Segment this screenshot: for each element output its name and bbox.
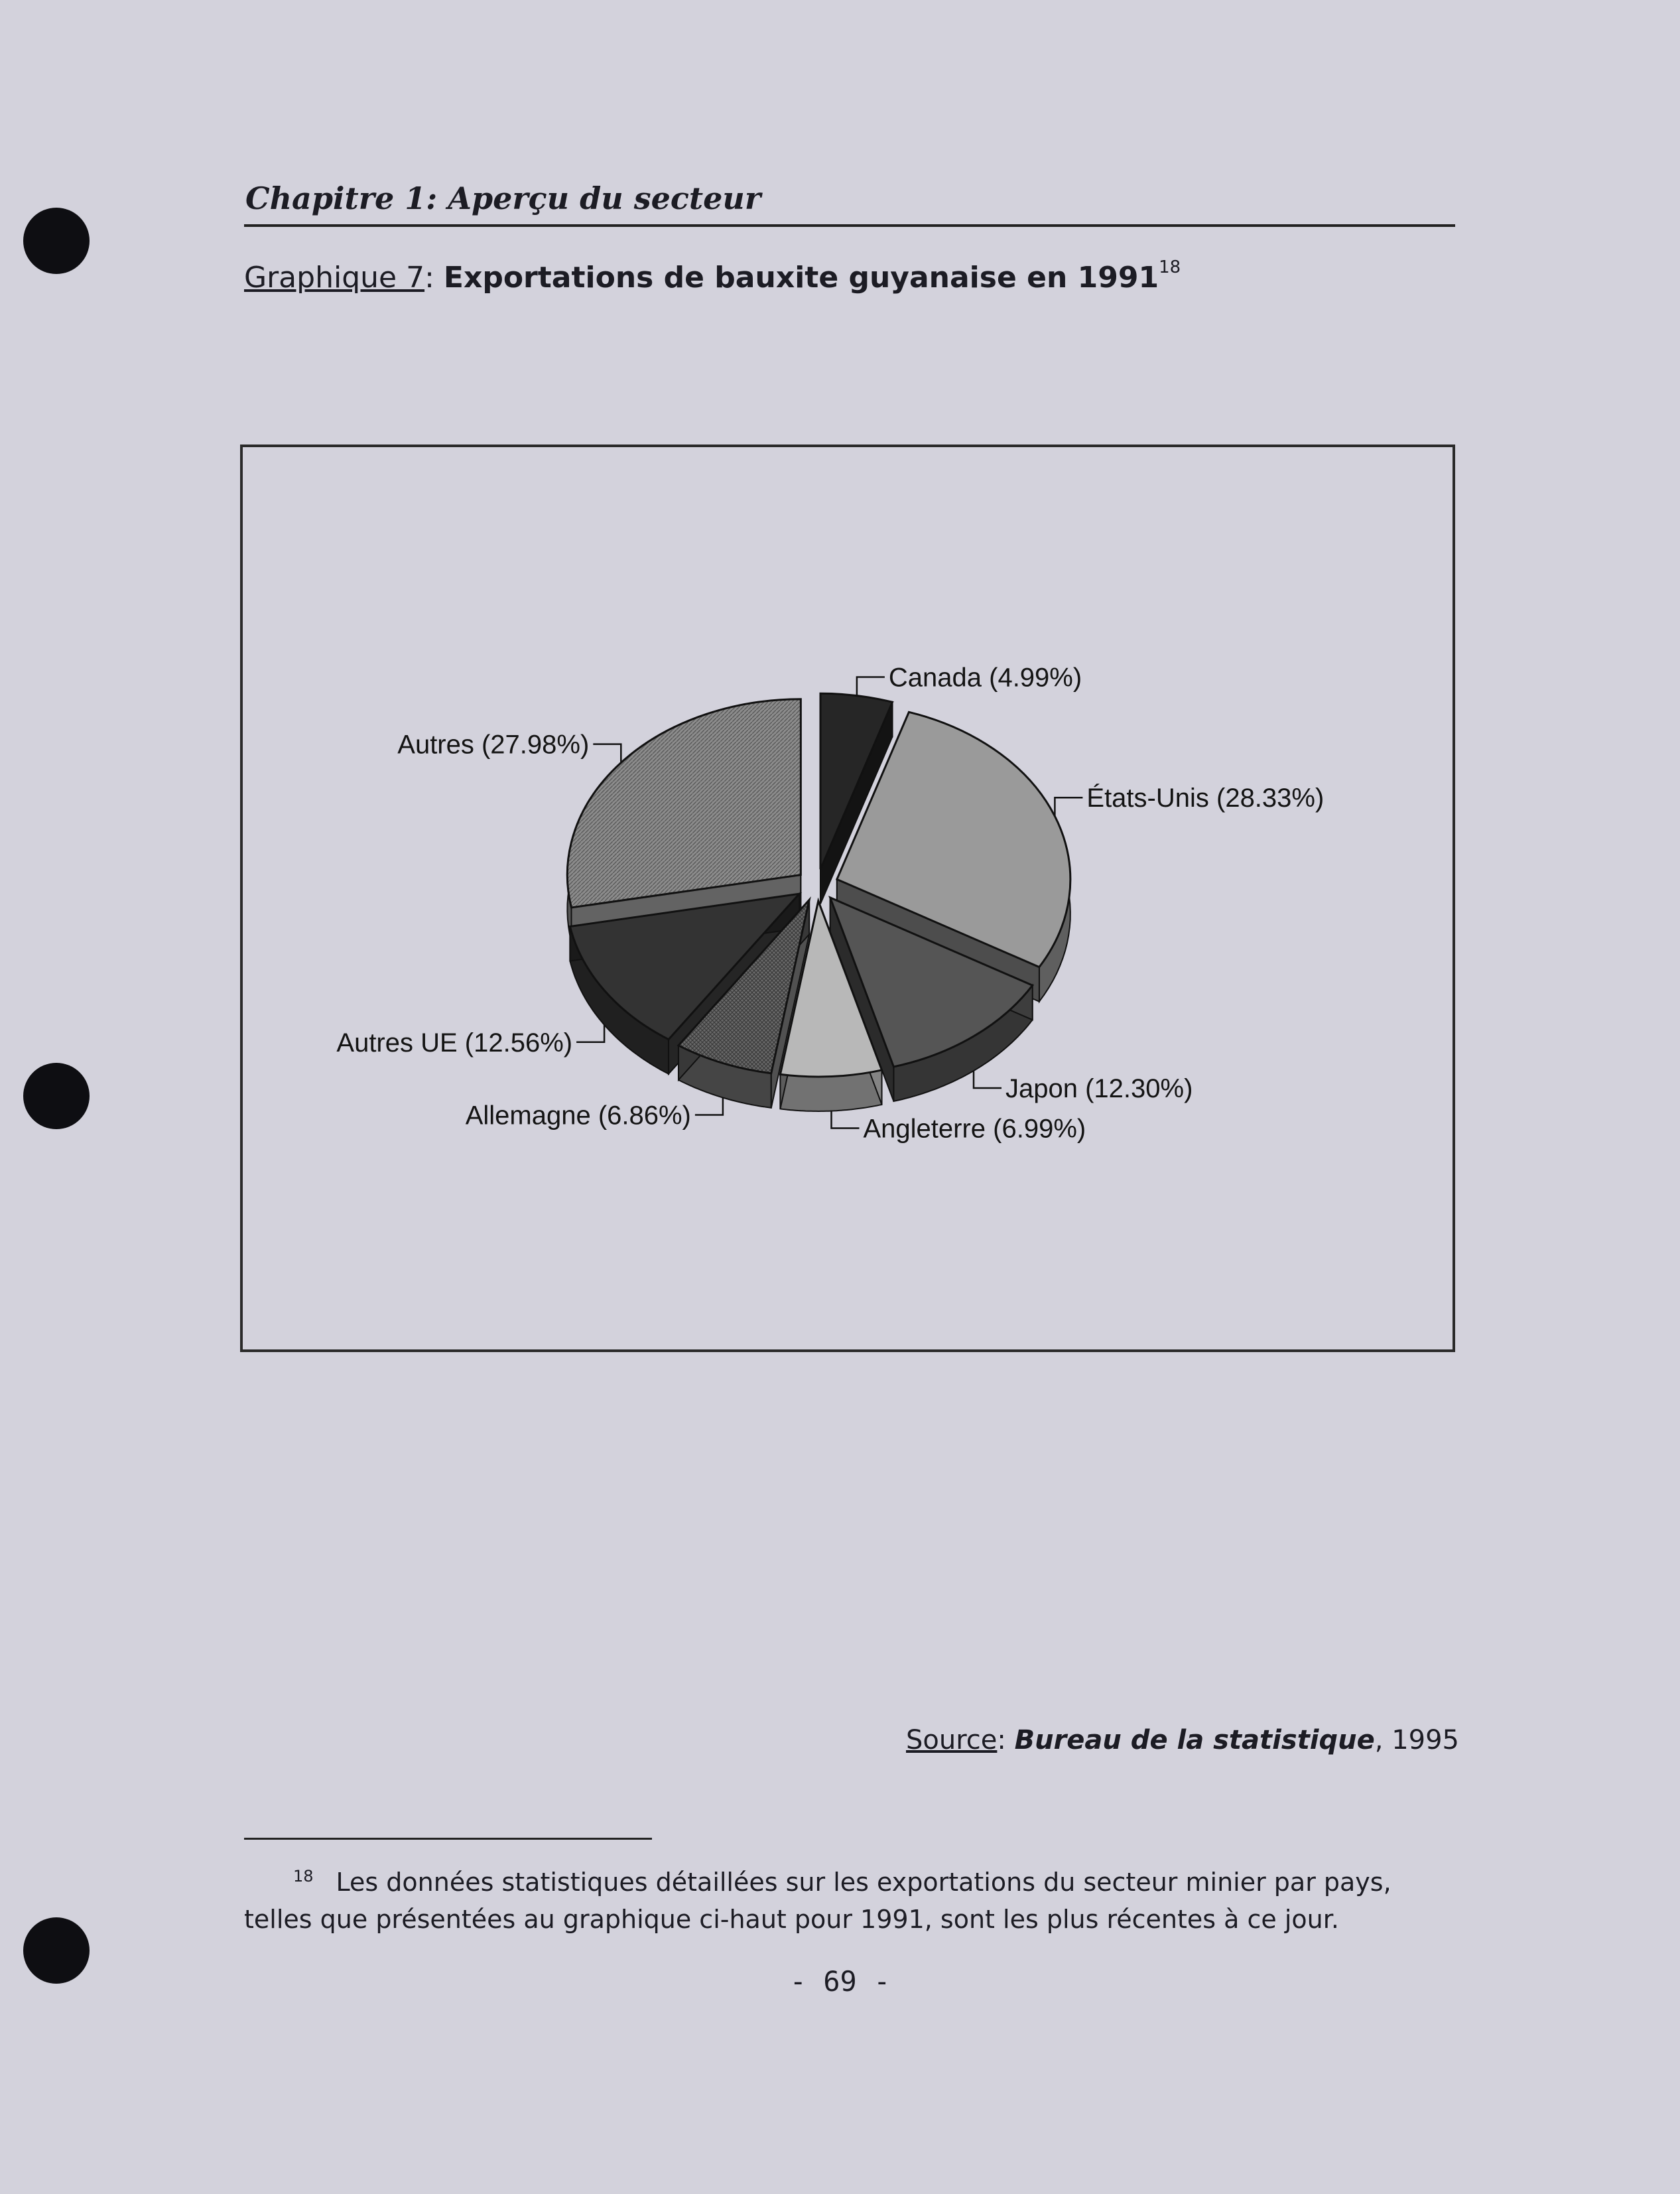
source-citation <box>906 1725 1459 1755</box>
data-label-etats-unis: États-Unis (28.33%) <box>1086 784 1325 813</box>
data-label-autres: Autres (27.98%) <box>397 730 590 760</box>
pie-chart <box>243 447 1453 1349</box>
punch-hole-top <box>23 208 90 274</box>
chapter-divider <box>244 224 1455 227</box>
leader-line-allemagne <box>695 1098 723 1115</box>
leader-line-angleterre <box>832 1111 860 1129</box>
figure-title <box>244 257 1181 295</box>
leader-line-autres-ue <box>576 1025 604 1042</box>
data-label-canada: Canada (4.99%) <box>888 663 1082 693</box>
figure-separator: : <box>424 261 434 295</box>
leader-line-etats-unis <box>1055 797 1082 816</box>
footnote-text: Les données statistiques détaillées sur les exportations du secteur minier par pays, telles que présentées au graphique ci-haut pour 1991, sont les plus récentes à ce jour. <box>244 1868 1391 1934</box>
chapter-title: Chapitre 1: Aperçu du secteur <box>245 180 761 216</box>
footnote <box>244 1858 1464 1938</box>
figure-label: Graphique 7 <box>244 261 425 295</box>
data-label-allemagne: Allemagne (6.86%) <box>465 1101 691 1131</box>
source-year: , 1995 <box>1374 1725 1459 1755</box>
footnote-number: 18 <box>293 1867 314 1885</box>
source-name: Bureau de la statistique <box>1014 1725 1375 1755</box>
leader-line-autres <box>593 744 621 763</box>
data-label-autres-ue: Autres UE (12.56%) <box>336 1028 573 1058</box>
leader-line-canada <box>857 677 885 696</box>
pie-layer <box>567 693 1070 1111</box>
page-number: - 69 - <box>789 1965 891 1998</box>
source-label: Source <box>906 1725 998 1755</box>
footnote-divider <box>244 1838 652 1840</box>
punch-hole-middle <box>23 1063 90 1129</box>
figure-title-text: Exportations de bauxite guyanaise en 1991 <box>443 261 1159 295</box>
slice-top <box>567 699 801 908</box>
chart-frame <box>240 445 1455 1352</box>
leader-line-japon <box>974 1071 1002 1088</box>
figure-footnote-ref: 18 <box>1159 257 1181 277</box>
source-separator: : <box>997 1725 1006 1755</box>
data-label-angleterre: Angleterre (6.99%) <box>863 1114 1086 1144</box>
data-label-japon: Japon (12.30%) <box>1005 1074 1193 1103</box>
